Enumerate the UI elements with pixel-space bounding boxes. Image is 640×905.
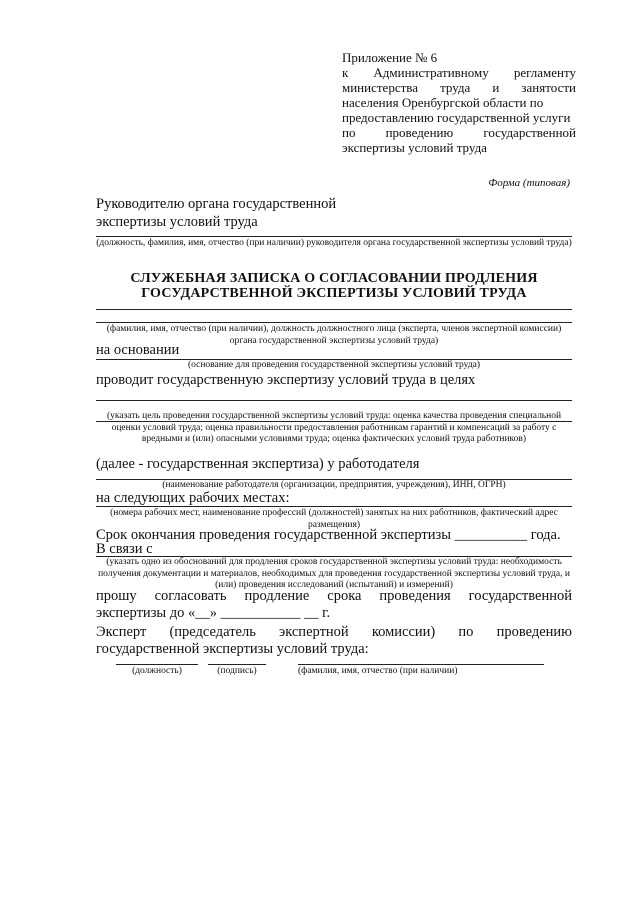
expert-fill-line-2[interactable]: [96, 322, 572, 323]
basis-label: на основании: [96, 342, 180, 358]
signature-word: (председатель: [169, 624, 256, 640]
form-type-label: Форма (типовая): [488, 177, 570, 189]
reason-caption: (указать одно из обоснований для продления сроков государственной экспертизы условий труда: необходимость получения документации и материалов, необходимых для проведения государственной экспертизы условий труда, и (или) проведения исследований (испытаний) и измерений): [98, 557, 570, 590]
appendix-word: Административному: [373, 65, 489, 80]
deadline-blank[interactable]: __________: [454, 527, 528, 543]
request-word: проведения: [379, 588, 451, 604]
recipient-line-1: Руководителю органа государственной: [96, 196, 337, 212]
request-word: прошу: [96, 588, 137, 604]
signature-line-1: [96, 624, 572, 641]
appendix-title: Приложение № 6: [342, 50, 438, 65]
title-line-1: СЛУЖЕБНАЯ ЗАПИСКА О СОГЛАСОВАНИИ ПРОДЛЕНИЯ: [130, 271, 538, 286]
appendix-word: регламенту: [513, 65, 576, 80]
purpose-fill-line-1[interactable]: [96, 400, 572, 401]
workplaces-label-text: на следующих рабочих местах:: [96, 490, 290, 506]
deadline-suffix: года.: [530, 527, 561, 543]
basis-caption: (основание для проведения государственной экспертизы условий труда): [187, 360, 481, 370]
expert-fill-line-1[interactable]: [96, 309, 572, 310]
request-word: согласовать: [154, 588, 227, 604]
appendix-word: государственной: [483, 125, 576, 140]
expert-caption: (фамилия, имя, отчество (при наличии), должность должностного лица (эксперта, членов экспертной комиссии) органа государственной экспертизы условий труда): [106, 324, 562, 346]
purpose-label: проводит государственную экспертизу условий труда в целях: [96, 372, 476, 388]
appendix-line-6: экспертизы условий труда: [342, 140, 487, 155]
deadline-text: Срок окончания проведения государственной экспертизы: [96, 527, 451, 543]
signature-line-2: государственной экспертизы условий труда:: [96, 641, 369, 657]
request-word: государственной: [468, 588, 572, 604]
name-caption: (фамилия, имя, отчество (при наличии): [298, 666, 458, 676]
sign-caption: (подпись): [217, 666, 257, 676]
signature-word: Эксперт: [96, 624, 147, 640]
appendix-line-5: [342, 125, 576, 140]
request-word: срока: [327, 588, 362, 604]
workplaces-label: [96, 490, 290, 507]
deadline-label: [96, 527, 561, 544]
appendix-word: труда: [440, 80, 471, 95]
purpose-caption: (указать цель проведения государственной экспертизы условий труда: оценка качества проведения специальной оценки условий труда; оценка правильности предоставления работникам гарантий и компенсаций за работу с вредными и (или) опасными условиями труда; оценка фактических условий труда работников): [106, 411, 562, 444]
signature-word: экспертной: [278, 624, 349, 640]
signature-word: по: [458, 624, 474, 640]
workplaces-fill-line[interactable]: [96, 506, 572, 507]
name-fill-line[interactable]: [298, 664, 544, 665]
recipient-block: [96, 195, 336, 231]
employer-label: (далее - государственная экспертиза) у работодателя: [96, 456, 420, 472]
signature-word: комиссии): [371, 624, 436, 640]
appendix-word: к: [342, 65, 349, 80]
recipient-line-2: экспертизы условий труда: [96, 214, 258, 230]
appendix-word: министерства: [342, 80, 419, 95]
title-line-2: ГОСУДАРСТВЕННОЙ ЭКСПЕРТИЗЫ УСЛОВИЙ ТРУДА: [141, 286, 527, 301]
appendix-word: по: [342, 125, 356, 140]
request-word: продление: [244, 588, 310, 604]
appendix-line-1: [342, 65, 576, 80]
appendix-word: и: [492, 80, 500, 95]
signature-word: проведению: [496, 624, 572, 640]
appendix-reference: [342, 50, 576, 155]
appendix-word: проведению: [385, 125, 454, 140]
request-line-2: экспертизы до «__» ___________ __ г.: [96, 605, 331, 621]
recipient-fill-line[interactable]: [96, 236, 572, 237]
signature-fill-line[interactable]: [208, 664, 266, 665]
appendix-word: занятости: [521, 80, 576, 95]
appendix-line-4: предоставлению государственной услуги: [342, 110, 571, 125]
appendix-line-3: населения Оренбургской области по: [342, 95, 544, 110]
recipient-caption: (должность, фамилия, имя, отчество (при наличии) руководителя органа государственной экспертизы условий труда): [96, 238, 572, 248]
position-fill-line[interactable]: [116, 664, 198, 665]
employer-caption: (наименование работодателя (организации, предприятия, учреждения), ИНН, ОГРН): [162, 480, 506, 490]
reason-label: В связи с: [96, 541, 153, 557]
request-line-1: [96, 588, 572, 605]
position-caption: (должность): [132, 666, 182, 676]
workplaces-caption: (номера рабочих мест, наименование профессий (должностей) занятых на них работников, фактический адрес размещения): [110, 508, 558, 530]
appendix-line-2: [342, 80, 576, 95]
document-title: [96, 271, 572, 301]
